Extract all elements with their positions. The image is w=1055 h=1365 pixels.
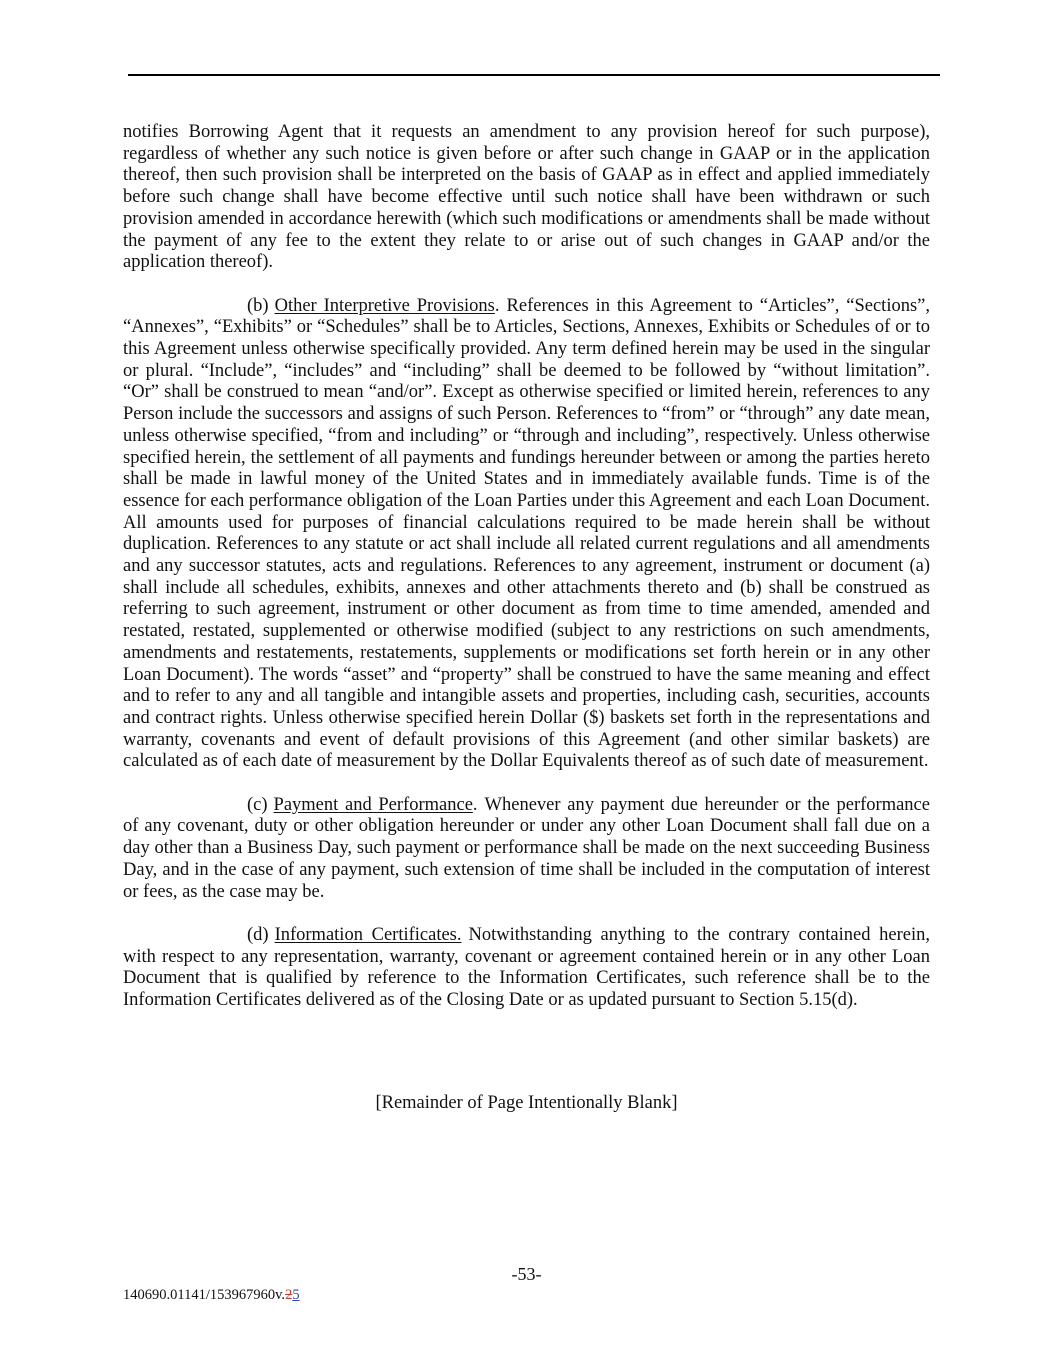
section-body-d: Notwithstanding anything to the contrary contained herein, with respect to any representation, warranty, covenant or agreement contained herein or in any other Loan Document that is qualified by reference to the Information Certificates, such reference shall be to the Information Certificates delivered as of the Closing Date or as updated pursuant to Section 5.15(d). <box>123 924 930 1011</box>
section-label-b: (b) <box>247 295 269 316</box>
section-heading-b: Other Interpretive Provisions <box>274 295 495 316</box>
footer-document-id <box>123 1287 300 1304</box>
section-paragraph-b <box>123 296 930 773</box>
section-paragraph-d <box>123 925 930 1012</box>
footer-version-inserted: 5 <box>292 1287 300 1303</box>
section-body-b: References in this Agreement to “Articles”, “Sections”, “Annexes”, “Exhibits” or “Schedules” shall be to Articles, Sections, Annexes, Exhibits or Schedules of or to this Agreement unless otherwise specifically provided. Any term defined herein may be used in the singular or plural. “Include”, “includes” and “including” shall be deemed to be followed by “without limitation”. “Or” shall be construed to mean “and/or”. Except as otherwise specified or limited herein, references to any Person include the successors and assigns of such Person. References to “from” or “through” any date mean, unless otherwise specified, “from and including” or “through and including”, respectively. Unless otherwise specified herein, the settlement of all payments and fundings hereunder between or among the parties hereto shall be made in lawful money of the United States and in immediately available funds. Time is of the essence for each performance obligation of the Loan Parties under this Agreement and each Loan Document. All amounts used for purposes of financial calculations required to be made herein shall be without duplication. References to any statute or act shall include all related current regulations and all amendments and any successor statutes, acts and regulations. References to any agreement, instrument or document (a) shall include all schedules, exhibits, annexes and other attachments thereto and (b) shall be construed as referring to such agreement, instrument or other document as from time to time amended, amended and restated, restated, supplemented or otherwise modified (subject to any restrictions on such amendments, amendments and restatements, restatements, supplements or modifications set forth herein or in any other Loan Document). The words “asset” and “property” shall be construed to have the same meaning and effect and to refer to any and all tangible and intangible assets and properties, including cash, securities, accounts and contract rights. Unless otherwise specified herein Dollar ($) baskets set forth in the representations and warranty, covenants and event of default provisions of this Agreement (and other similar baskets) are calculated as of each date of measurement by the Dollar Equivalents thereof as of such date of measurement. <box>123 295 930 772</box>
page-number: -53- <box>511 1264 542 1284</box>
section-label-c: (c) <box>247 794 268 815</box>
section-body-c: Whenever any payment due hereunder or the performance of any covenant, duty or other obligation hereunder or under any other Loan Document shall fall due on a day other than a Business Day, such payment or performance shall be made on the next succeeding Business Day, and in the case of any payment, such extension of time shall be included in the computation of interest or fees, as the case may be. <box>123 794 930 902</box>
section-heading-d: Information Certificates. <box>274 924 462 945</box>
footer-version-deleted: 2 <box>285 1287 293 1303</box>
continuation-paragraph: notifies Borrowing Agent that it requests an amendment to any provision hereof for such purpose), regardless of whether any such notice is given before or after such change in GAAP or in the application thereof, then such provision shall be interpreted on the basis of GAAP as in effect and applied immediately before such change shall have become effective until such notice shall have been withdrawn or such provision amended in accordance herewith (which such modifications or amendments shall be made without the payment of any fee to the extent they relate to or arise out of such changes in GAAP and/or the application thereof). <box>123 122 930 273</box>
section-heading-c: Payment and Performance <box>273 794 473 815</box>
section-paragraph-c <box>123 795 930 904</box>
section-heading-c-period: . <box>472 794 478 815</box>
header-separator-rule <box>128 74 940 76</box>
footer-document-id-prefix: 140690.01141/153967960v. <box>123 1287 286 1303</box>
remainder-of-page-notice: [Remainder of Page Intentionally Blank] <box>375 1093 678 1113</box>
section-heading-b-period: . <box>494 295 500 316</box>
section-label-d: (d) <box>247 924 269 945</box>
document-body <box>123 122 930 1033</box>
